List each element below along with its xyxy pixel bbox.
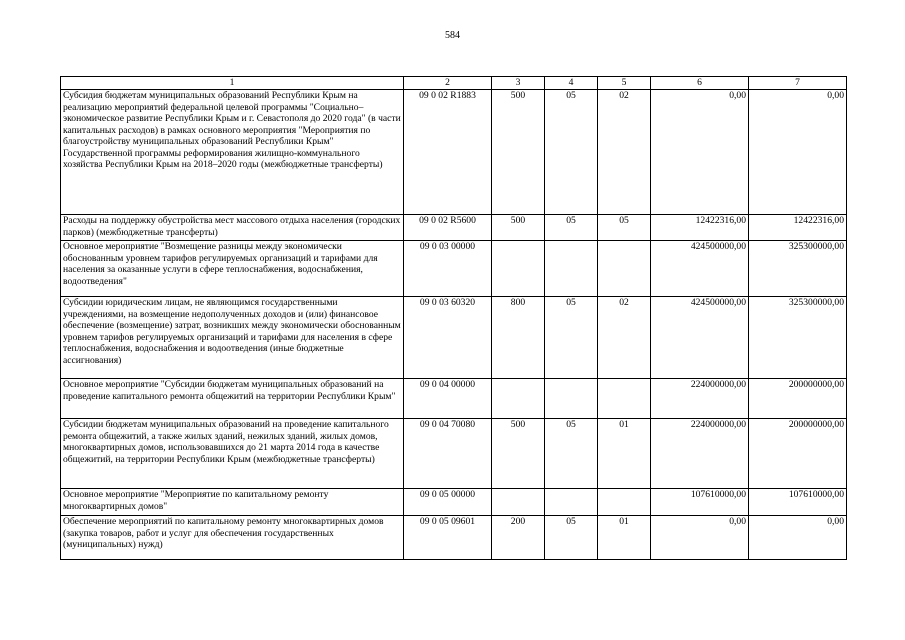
row-c3: 200 [492, 516, 545, 560]
row-c3 [492, 241, 545, 297]
row-name: Субсидия бюджетам муниципальных образований Республики Крым на реализацию мероприятий федеральной целевой программы "Социально–экономическое развитие Республики Крым и г. Севастополя до 2020 года" (в части капитальных расходов) в рамках основного мероприятия "Мероприятия по благоустройству муниципальных образований Республики Крым" Государственной программы реформирования жилищно-коммунального хозяйства Республики Крым на 2018–2020 годы (межбюджетные трансферты) [61, 90, 404, 215]
row-c5 [598, 379, 651, 419]
row-c5: 01 [598, 419, 651, 489]
row-code: 09 0 03 00000 [404, 241, 492, 297]
row-value-6: 224000000,00 [651, 379, 749, 419]
row-c3: 800 [492, 297, 545, 379]
table-row [61, 297, 847, 379]
row-name: Основное мероприятие "Субсидии бюджетам муниципальных образований на проведение капитального ремонта общежитий на территории Республики Крым" [61, 379, 404, 419]
table-row [61, 489, 847, 516]
row-value-7: 325300000,00 [749, 297, 847, 379]
row-c4: 05 [545, 90, 598, 215]
header-cell: 7 [749, 77, 847, 90]
row-c5 [598, 489, 651, 516]
row-value-6: 224000000,00 [651, 419, 749, 489]
row-c3: 500 [492, 419, 545, 489]
row-c5 [598, 241, 651, 297]
row-value-7: 107610000,00 [749, 489, 847, 516]
row-code: 09 0 05 09601 [404, 516, 492, 560]
row-code: 09 0 04 00000 [404, 379, 492, 419]
row-c3 [492, 489, 545, 516]
header-cell: 5 [598, 77, 651, 90]
row-value-6: 107610000,00 [651, 489, 749, 516]
header-row [61, 77, 847, 90]
row-code: 09 0 05 00000 [404, 489, 492, 516]
table-row [61, 241, 847, 297]
row-value-7: 0,00 [749, 90, 847, 215]
row-name: Обеспечение мероприятий по капитальному ремонту многоквартирных домов (закупка товаров, работ и услуг для обеспечения государственных (муниципальных) нужд) [61, 516, 404, 560]
row-code: 09 0 03 60320 [404, 297, 492, 379]
row-c4: 05 [545, 297, 598, 379]
row-c4: 05 [545, 215, 598, 241]
table-row [61, 90, 847, 215]
row-value-7: 200000000,00 [749, 419, 847, 489]
header-cell: 4 [545, 77, 598, 90]
table-row [61, 379, 847, 419]
header-cell: 2 [404, 77, 492, 90]
row-c4 [545, 379, 598, 419]
row-c3: 500 [492, 90, 545, 215]
row-code: 09 0 02 R1883 [404, 90, 492, 215]
row-name: Субсидии бюджетам муниципальных образований на проведение капитального ремонта общежитий, а также жилых зданий, нежилых зданий, жилых домов, многоквартирных домов, использовавшихся до 21 марта 2014 года в качестве общежитий, на территории Республики Крым (межбюджетные трансферты) [61, 419, 404, 489]
row-value-7: 0,00 [749, 516, 847, 560]
row-code: 09 0 04 70080 [404, 419, 492, 489]
row-c5: 01 [598, 516, 651, 560]
row-value-6: 424500000,00 [651, 241, 749, 297]
row-c5: 02 [598, 90, 651, 215]
row-value-6: 12422316,00 [651, 215, 749, 241]
row-name: Основное мероприятие "Мероприятие по капитальному ремонту многоквартирных домов" [61, 489, 404, 516]
page-number: 584 [445, 30, 460, 41]
row-c5: 05 [598, 215, 651, 241]
row-value-6: 0,00 [651, 516, 749, 560]
row-c4 [545, 489, 598, 516]
row-value-7: 325300000,00 [749, 241, 847, 297]
row-c3 [492, 379, 545, 419]
row-name: Расходы на поддержку обустройства мест массового отдыха населения (городских парков) (межбюджетные трансферты) [61, 215, 404, 241]
table-row [61, 215, 847, 241]
row-name: Субсидии юридическим лицам, не являющимся государственными учреждениями, на возмещение недополученных доходов и (или) финансовое обеспечение (возмещение) затрат, возникших между экономически обоснованным уровнем тарифов регулируемых организаций и тарифами для населения в сфере теплоснабжения, водоснабжения и водоотведения (иные бюджетные ассигнования) [61, 297, 404, 379]
row-code: 09 0 02 R5600 [404, 215, 492, 241]
header-cell: 1 [61, 77, 404, 90]
budget-table [60, 76, 847, 560]
row-c4 [545, 241, 598, 297]
row-value-7: 12422316,00 [749, 215, 847, 241]
row-c3: 500 [492, 215, 545, 241]
table-row [61, 419, 847, 489]
header-cell: 3 [492, 77, 545, 90]
row-c4: 05 [545, 516, 598, 560]
header-cell: 6 [651, 77, 749, 90]
row-value-6: 0,00 [651, 90, 749, 215]
row-name: Основное мероприятие "Возмещение разницы между экономически обоснованным уровнем тарифов регулируемых организаций и тарифами для населения за оказанные услуги в сфере теплоснабжения, водоснабжения, водоотведения" [61, 241, 404, 297]
row-value-6: 424500000,00 [651, 297, 749, 379]
table-row [61, 516, 847, 560]
row-c4: 05 [545, 419, 598, 489]
row-c5: 02 [598, 297, 651, 379]
row-value-7: 200000000,00 [749, 379, 847, 419]
